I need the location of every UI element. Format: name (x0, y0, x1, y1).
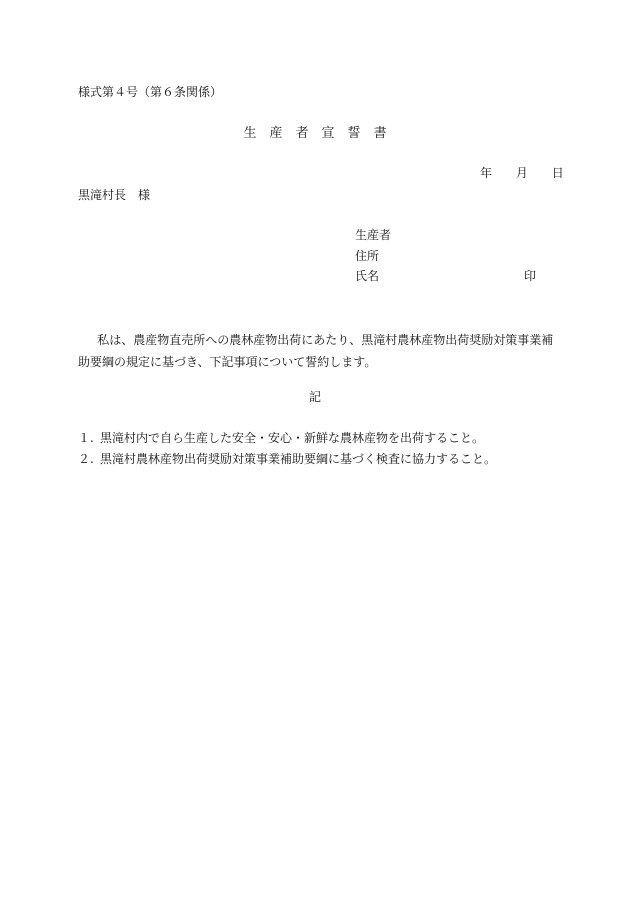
date-month-label: 月 (515, 166, 528, 180)
pledge-item (78, 453, 496, 465)
pledge-item-text: 黒滝村農林産物出荷奨励対策事業補助要綱に基づく検査に協力すること。 (100, 452, 497, 466)
title-char: 者 (295, 126, 309, 141)
title-characters (243, 127, 386, 140)
pledge-item-number: １. (78, 431, 94, 445)
signer-role-label: 生産者 (355, 228, 392, 242)
date-year-label: 年 (480, 166, 493, 180)
signer-address-label: 住所 (355, 249, 380, 263)
pledge-body-text: 私は、農産物直売所への農林産物出荷にあたり、黒滝村農林産物出荷奨励対策事業補助要綱の規定に基づき、下記事項について誓約します。 (78, 333, 554, 369)
date-line (480, 167, 564, 179)
date-day-label: 日 (551, 166, 564, 180)
ki-heading: 記 (308, 390, 321, 404)
title-char: 書 (373, 126, 387, 141)
signer-name-label: 氏名 (355, 269, 380, 283)
pledge-item (78, 432, 484, 444)
pledge-item-number: ２. (78, 452, 94, 466)
title-char: 生 (243, 126, 257, 141)
addressee: 黒滝村長 様 (78, 188, 151, 202)
title-char: 産 (269, 126, 283, 141)
seal-label: 印 (524, 269, 537, 283)
title-char: 誓 (347, 126, 361, 141)
pledge-item-text: 黒滝村内で自ら生産した安全・安心・新鮮な農林産物を出荷すること。 (100, 431, 485, 445)
document-title (0, 127, 630, 140)
form-number: 様式第４号（第６条関係） (78, 85, 223, 99)
title-char: 宣 (321, 126, 335, 141)
